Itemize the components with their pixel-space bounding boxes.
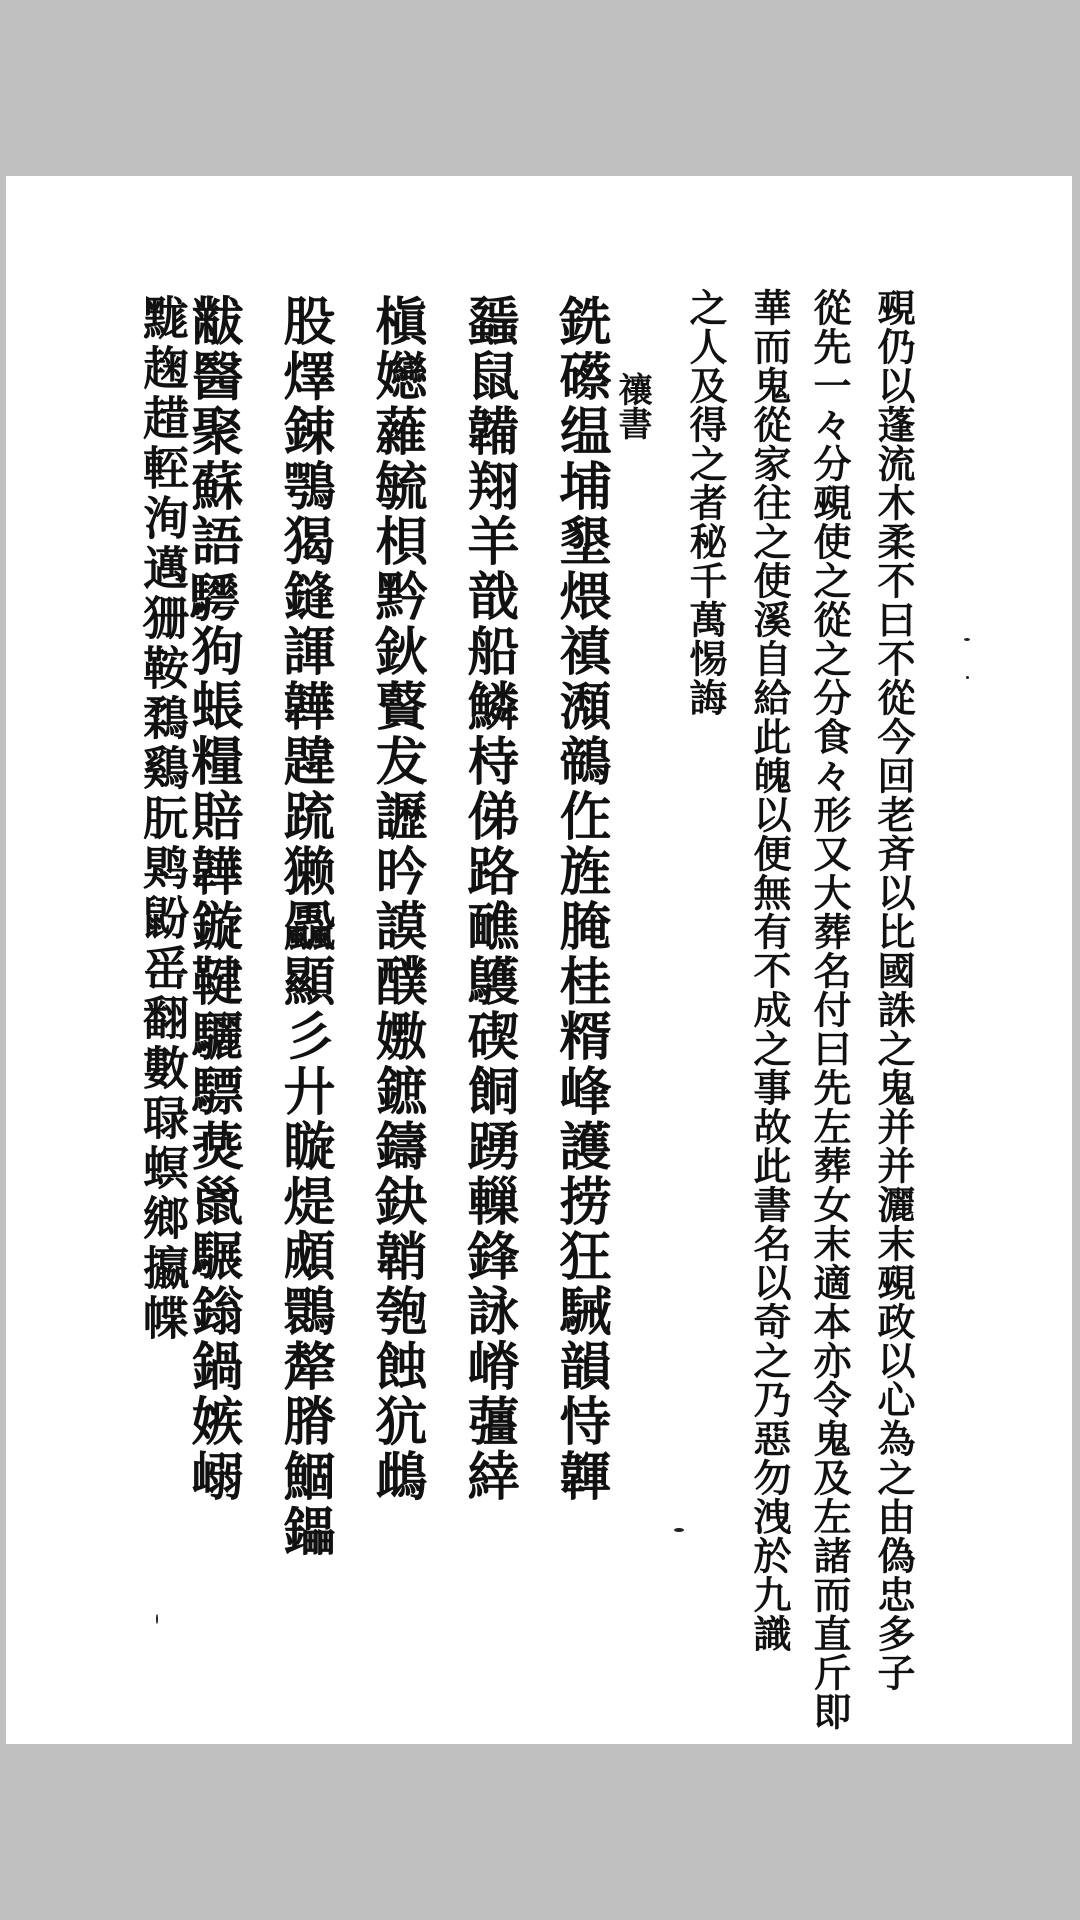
talisman-column-3: 槇㜻䕹毓梖黔鈥藖犮讈昑謨醭嫐鏣鑄鈌韒匏蝕犺䳄 xyxy=(366,294,427,1504)
talisman-column-4: 股燡鋉鶚猲鏠諢韡韙䟽獭飍顯彡廾䁢煶䫆䴉犛膌鯝鑘 xyxy=(274,294,335,1559)
section-label: 禳書 xyxy=(612,372,652,440)
talisman-column-2: 䗺鼠韛翔羊戠船鱗㭙俤路䩌鸌碶餇踴轈鋒詠嵴䕬緈 xyxy=(458,294,519,1504)
talisman-column-6: 䵨趜趞䡖洵邁㹪鞍鶔鷄朊䴗鼢䍃翻數䎼螟鄉攍幉 xyxy=(136,294,190,1344)
preface-line-4: 之人及得之者秘千萬惕誨 xyxy=(683,288,728,717)
document-page xyxy=(6,176,1072,1744)
talisman-column-5: 黻醫聚蘇語𩦰狗䗅糧賠韡鏇鞬驪驃㷼巤𩥇鎓鍋嫉嵶 xyxy=(182,294,243,1504)
ink-speck xyxy=(674,1528,684,1532)
talisman-column-1: 銑礤缊埔墾煨禛瀩鶙㑅旌腌桂糈峰護捞狂駴韻恃韗 xyxy=(550,294,611,1504)
ink-speck xyxy=(964,638,970,641)
preface-line-3: 華而鬼從家往之使溪自給此魄以便無有不成之事故此書名以奇之乃惡勿洩於九識 xyxy=(747,288,792,1653)
ink-speck xyxy=(156,1614,158,1624)
ink-speck xyxy=(966,676,969,679)
preface-line-1: 覡仍以蓬流木柔不曰不從今回老斉以比國誅之鬼并并灑末覡政以心為之由偽忠多子 xyxy=(871,288,916,1692)
preface-line-2: 從先一々分覡使之從之分食々形又大葬名付曰先左葬女末適本亦令鬼及左諸而直斤即 xyxy=(807,288,852,1731)
